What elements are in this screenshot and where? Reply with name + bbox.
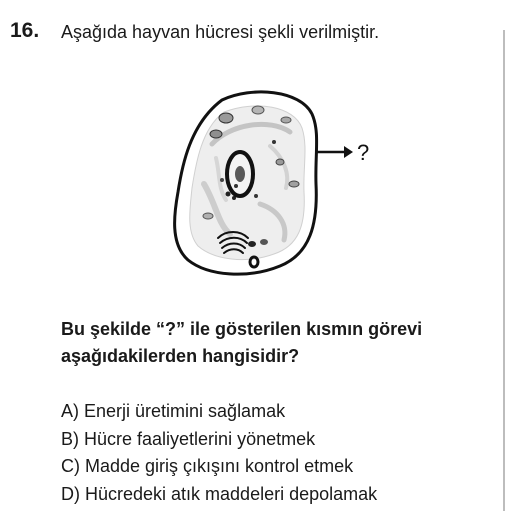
question-stem-line-1: Bu şekilde “?” ile gösterilen kısmın görevi bbox=[61, 319, 423, 339]
option-b[interactable]: B) Hücre faaliyetlerini yönetmek bbox=[61, 428, 316, 449]
option-d[interactable]: D) Hücredeki atık maddeleri depolamak bbox=[61, 483, 378, 504]
pointer-arrow-head bbox=[344, 146, 353, 158]
option-c[interactable]: C) Madde giriş çıkışını kontrol etmek bbox=[61, 456, 354, 476]
answer-options bbox=[61, 398, 377, 508]
question-intro: Aşağıda hayvan hücresi şekli verilmiştir. bbox=[61, 22, 380, 42]
question-stem bbox=[61, 316, 501, 370]
question-number: 16. bbox=[10, 19, 40, 42]
option-a[interactable]: A) Enerji üretimini sağlamak bbox=[61, 401, 286, 421]
animal-cell-figure bbox=[160, 84, 380, 284]
question-stem-line-2: aşağıdakilerden hangisidir? bbox=[61, 346, 300, 366]
figure-question-label: ? bbox=[357, 140, 370, 165]
